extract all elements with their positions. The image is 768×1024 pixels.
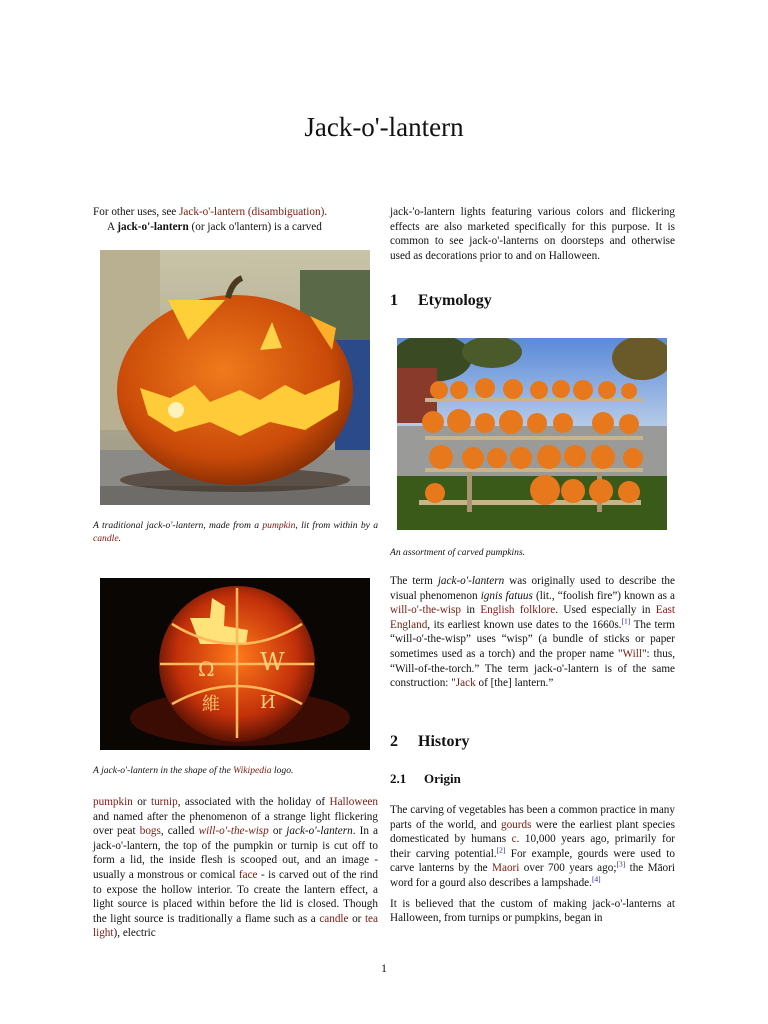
subsection-label: Origin [424,771,461,786]
body-text: the Māori word for a gourd also describes a lampshade. [390,862,675,889]
body-text: . Used especially in [555,604,656,617]
body-text: ), electric [113,927,156,940]
section-number: 1 [390,292,398,309]
will-o-the-wisp-link[interactable]: will-o'-the-wisp [390,604,461,617]
body-text: or [132,796,151,808]
circa-link[interactable]: c [511,833,517,846]
citation-4[interactable]: [4] [591,874,601,884]
citation-2[interactable]: [2] [496,845,506,855]
traditional-jack-o-lantern-image [100,250,370,505]
hatnote [93,205,378,234]
body-text: of [the] lantern.” [475,677,554,690]
svg-text:Ω: Ω [198,657,215,681]
body-text: For example, gourds were used to carve lanterns by the [390,847,675,875]
gourds-link[interactable]: gourds [500,818,532,831]
lead-term: jack-o'-lantern [117,220,189,233]
pumpkin-assortment-image [397,338,667,530]
body-text: , associated with the holiday of [177,796,330,808]
subsection-number: 2.1 [390,771,407,786]
section-number: 2 [390,733,398,750]
lead-continuation [93,795,378,941]
candle-link[interactable]: candle [93,533,119,544]
pumpkin-link[interactable]: pumpkin [262,520,296,531]
body-text: The term “will-o'-the-wisp” uses “wisp” (a bundle of sticks or paper sometimes used as a torch) and the proper name " [390,618,675,660]
origin-paragraph [390,803,675,926]
caption-traditional [93,519,378,545]
page-number: 1 [381,961,387,975]
maori-link[interactable]: Maori [492,862,520,875]
caption-end: . [118,533,121,544]
disambiguation-link[interactable]: Jack-o'-lantern (disambiguation) [179,206,325,218]
caption-text: A traditional jack-o'-lantern, made from a [93,520,263,531]
citation-3[interactable]: [3] [616,859,626,869]
will-link[interactable]: Will [622,647,642,660]
body-text: ": thus, “Will-of-the-torch.” The term jack-o'-lantern is of the same construction: " [390,647,676,690]
caption-text-2: , lit from within by a [295,520,379,531]
jack-link[interactable]: Jack [455,677,476,690]
bogs-link[interactable]: bogs [139,825,161,838]
svg-text:維: 維 [202,694,220,715]
italic-term: ignis fatuus [480,589,533,602]
body-text: The carving of vegetables has been a common practice in many parts of the world, and [390,804,675,831]
origin-heading [390,771,461,787]
turnip-link[interactable]: turnip [150,796,178,808]
east-england-link[interactable]: East England [390,604,675,631]
italic-term: jack-o'-lantern [286,825,353,838]
body-text: (lit., “foolish fire”) known as a [532,589,676,602]
body-text: in [461,604,481,617]
hatnote-text: For other uses, see [93,206,180,218]
halloween-link[interactable]: Halloween [329,796,378,808]
candle-link[interactable]: candle [319,912,349,925]
intro-continuation [390,205,675,263]
italic-term: jack-o'-lantern [437,575,505,587]
wikipedia-logo-lantern-image [100,578,370,750]
citation-1[interactable]: [1] [621,616,631,626]
body-text: were the earliest plant species domesticated by humans [390,818,675,846]
body-text: over 700 years ago; [519,862,617,875]
body-text: , called [160,825,199,838]
caption-wikipedia [93,764,378,777]
body-text: The term [390,575,438,587]
intro-text: jack-'o-lantern lights featuring various colors and flickering effects are also marketed specifically for this purpose. It is common to see jack-o'-lanterns on doorsteps and otherwise used as decorations prior to and on Halloween. [390,206,675,262]
body-text: , its earliest known use dates to the 1660s. [427,618,622,631]
etymology-heading [390,292,492,310]
caption-end: logo. [271,765,294,776]
hatnote-end: . [324,206,328,218]
body-text: or [348,912,365,925]
etymology-paragraph [390,574,675,691]
body-text: and named after the phenomenon of a strange light flickering over peat [93,810,378,838]
face-link[interactable]: face [238,868,258,881]
tea-light-link[interactable]: tea light [93,912,378,940]
section-label: Etymology [418,292,492,309]
pumpkin-link[interactable]: pumpkin [93,796,133,808]
will-o-the-wisp-link[interactable]: will-o'-the-wisp [198,825,269,838]
origin-paragraph-2: It is believed that the custom of making jack-o'-lanterns at Halloween, from turnips or pumpkins, began in [390,897,675,925]
lead-text: A [107,220,118,233]
body-text: . 10,000 years ago, primarily for their carving potential. [390,833,676,860]
body-text: or [268,825,287,838]
history-heading [390,733,470,751]
caption-text: A jack-o'-lantern in the shape of the [93,765,234,776]
section-label: History [418,733,470,750]
svg-text:И: И [260,692,276,713]
body-text: - is carved out of the rind to expose the hollow interior. To create the lantern effect, a light source is placed within before the lid is closed. Though the light source is traditionally a flame such as a [93,868,378,925]
lead-text-2: (or jack o'lantern) is a carved [188,220,322,233]
body-text: was originally used to describe the visual phenomenon [390,575,675,602]
caption-assortment: An assortment of carved pumpkins. [390,547,526,558]
wikipedia-link[interactable]: Wikipedia [233,765,272,776]
page-title: Jack-o'-lantern [304,112,464,142]
body-text: . In a jack-o'-lantern, the top of the pumpkin or turnip is cut off to form a lid, the inside flesh is scooped out, and an image - usually a monstrous or comical [93,825,378,881]
english-folklore-link[interactable]: English folklore [480,604,556,617]
svg-text:W: W [260,648,285,676]
